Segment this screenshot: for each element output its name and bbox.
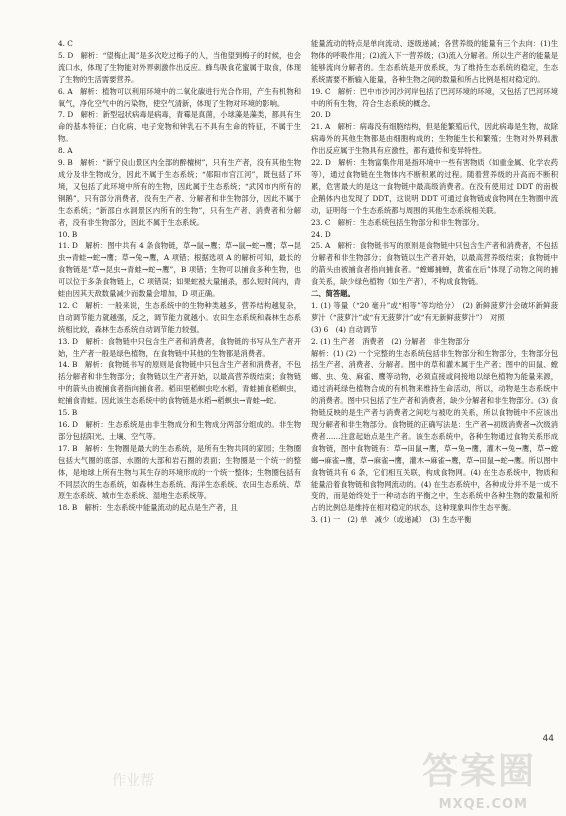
right-column <box>311 38 558 526</box>
answer-item: 21. A 解析：病毒没有细胞结构，但是能繁殖后代，因此病毒是生物，故除病毒外的其他生物都是由细胞构成的；生物能生长和繁殖；生物对外界刺激作出反应属于生物具有应激性，都有遗传和变异特性。 <box>311 122 558 156</box>
answer-item: 10. B <box>58 229 78 239</box>
answer-item: 25. A 解析：食物链书写的原则是食物链中只包含生产者和消费者，不包括分解者和非生物部分；食物链以生产者开始，以最高营养级结束；食物链中的箭头由被捕食者指向捕食者。“螳螂捕蝉，黄雀在后”体现了动物之间的捕食关系，缺少绿色植物（如生产者），不构成食物链。 <box>311 241 558 287</box>
answer-item: 19. C 解析：巴中市沙河沙河岸包括了巴河环境的环境，又包括了巴河环境中的所有生物，符合生态系统的概念。 <box>311 86 558 108</box>
answer-item: (3) 6 (4) 自动调节 <box>311 324 378 334</box>
answer-item: 6. A 解析：植物可以利用环境中的二氧化碳进行光合作用，产生有机物和氧气，净化空气中的污染物，使空气清新，体现了生物对环境的影响。 <box>58 86 301 108</box>
answers-choice-continued <box>311 38 558 288</box>
answer-item: 能量流动的特点是单向流动、逐级递减；各营养级的能量有三个去向：(1)生物体的呼吸作用；(2)流入下一营养级；(3)流入分解者。所以生产者的能量是能够流向分解者的。生态系统是开放系统，为了维持生态系统的稳定，生态系统需要不断输入能量，各种生物之间的数量和所占比例是相对稳定的。 <box>311 39 558 84</box>
section-heading: 二、简答题。 <box>311 289 355 299</box>
answer-item: 2. (1) 生产者 消费者 (2) 分解者 非生物部分 <box>311 336 470 346</box>
answer-item: 12. C 解析：一般来说，生态系统中的生物种类越多，营养结构越复杂，自动调节能力就越强，反之，调节能力就越小。农田生态系统和森林生态系统相比较，森林生态系统自动调节能力较强。 <box>58 300 301 334</box>
answer-item: 1. (1) 等量（“20 毫升”或“相等”等均给分） (2) 新鲜菠萝汁会破坏新鲜菠萝汁（“菠萝汁”或“有无菠萝汁”或“有无新鲜菠萝汁”） 对照 <box>311 300 558 322</box>
answer-item: 15. B <box>58 408 78 418</box>
page-number: 44 <box>542 734 554 744</box>
answer-item: 11. D 解析：图中共有 4 条食物链，草→鼠→鹰；草→鼠→蛇→鹰；草→昆虫→青蛙→蛇→鹰；草→兔→鹰，A 项错；根据选项 A 的解析可知，最长的食物链是“草→昆虫→青蛙→蛇→鹰”，B 项错；生物可以捕食多种生物，也可以位于多条食物链上，C 项错误；如果蛇被大量捕杀，那么短时间内，青蛙由因其天敌数量减少而数量会增加，D 项正确。 <box>58 241 301 299</box>
watermark-url: MXQE.COM <box>438 797 528 812</box>
answer-item: 4. C <box>58 39 73 48</box>
left-column <box>58 38 301 514</box>
answer-item: 解析：(1) (2) 一个完整的生态系统包括非生物部分和生物部分，生物部分包括生产者、消费者、分解者。图中的草和灌木属于生产者；图中的田鼠、螳螂、虫、兔、麻雀、鹰等动物，必须直接或间接地以绿色植物为能量来源，通过消耗绿色植物合成的有机物来维持生命活动，所以，动物是生态系统中的消费者。图中只包括了生产者和消费者，缺少分解者和非生物部分。(3) 食物链反映的是生产者与消费者之间吃与被吃的关系，所以食物链中不应该出现分解者和非生物部分。食物链的正确写法是：生产者→初级消费者→次级消费者……注意起始点是生产者。该生态系统中，各种生物通过食物关系形成食物链，图中食物链有：草→田鼠→鹰，草→兔→鹰，灌木→兔→鹰，草→螳螂→麻雀→鹰，草→麻雀→鹰，灌木→麻雀→鹰，草→田鼠→蛇→鹰。所以图中食物链共有 6 条，它们相互关联，构成食物网。(4) 在生态系统中，物质和能量沿着食物链和食物网流动的。(4) 在生态系统中，各种成分并不是一成不变的，而是始终处于一种动态的平衡之中，生态系统中各种生物的数量和所占的比例总是维持在相对稳定的状态，这种现象叫作生态平衡。 <box>311 348 558 513</box>
answer-item: 13. D 解析：食物链中只包含生产者和消费者，食物链的书写从生产者开始，生产者一般是绿色植物，在食物链中其他的生物都是消费者。 <box>58 336 301 358</box>
answer-item: 18. B 解析：生态系统中能量流动的起点是生产者，且 <box>58 503 238 513</box>
answer-item: 22. D 解析：生物富集作用是指环境中一些有害物质（如重金属、化学农药等），通过食物链在生物体内不断积累的过程。随着营养级的升高而不断积累，危害最大的是这一食物链中最高级消费者。在没有使用过 DDT 的南极企鹅体内也发现了 DDT，这说明 DDT 可通过食物链或食物网在生物圈中流动，证明每一个生态系统都与周围的其他生态系统相关联。 <box>311 158 558 215</box>
watermark-left: 作业帮 <box>112 773 154 789</box>
answer-item: 20. D <box>311 110 331 120</box>
answer-item: 9. B 解析：“新宁良山景区内全部的醉檀树”，只有生产者，没有其他生物成分及非生物成分，因此不属于生态系统；“郧阳市官江河”，既包括了环境，又包括了此环境中所有的生物，因此属于生态系统；“武冈市内所有的铜鹅”，只有部分消费者，没有生产者、分解者和非生物部分，因此不属于生态系统；“新邵白水洞景区内所有的生物”，只有生产者、消费者和分解者，没有非生物部分，因此不属于生态系统。 <box>58 158 301 227</box>
answer-item: 17. B 解析：生物圈是最大的生态系统，是所有生物共同的家园；生物圈包括大气圈的底部、水圈的大部和岩石圈的表面；生物圈是一个统一的整体，是地球上所有生物与其生存的环境形成的一个统一整体；生物圈包括有不同层次的生态系统，如森林生态系统、海洋生态系统、农田生态系统、草原生态系统、城市生态系统、湿地生态系统等。 <box>58 443 301 501</box>
answer-item: 5. D 解析：“望梅止渴”是多次吃过梅子的人，当他望到梅子的时候，也会流口水，体现了生物能对外界刺激作出反应。蜂鸟吸食花蜜属于取食，体现了生物的生活需要营养。 <box>58 50 301 84</box>
answer-item: 16. D 解析：生态系统是由非生物成分和生物成分两部分组成的。非生物部分包括阳光、土壤、空气等。 <box>58 420 301 441</box>
watermark-logo: 答案圈 <box>421 751 536 792</box>
answer-item: 7. D 解析：新型冠状病毒是病毒，青霉是真菌，小球藻是藻类，都具有生命的基本特征；白化病、电子宠物和钟乳石不具有生命的特征，不属于生物。 <box>58 110 301 144</box>
answers-short <box>311 300 558 526</box>
answer-item: 8. A <box>58 146 73 156</box>
answer-item: 3. (1) 一 (2) 单 减少（或递减） (3) 生态平衡 <box>311 515 472 525</box>
answer-item: 23. C 解析：生态系统包括生物部分和非生物部分。 <box>311 217 484 227</box>
answer-item: 14. B 解析：食物链书写的原则是食物链中只包含生产者和消费者，不包括分解者和非生物部分；食物链以生产者开始，以最高营养级结束；食物链中的箭头由被捕食者指向捕食者。稻田里稻螟虫吃水稻，青蛙捕食稻螟虫，蛇捕食青蛙。因此该生态系统中的食物链是水稻→稻螟虫→青蛙→蛇。 <box>58 360 301 406</box>
answer-item: 24. D <box>311 229 331 239</box>
